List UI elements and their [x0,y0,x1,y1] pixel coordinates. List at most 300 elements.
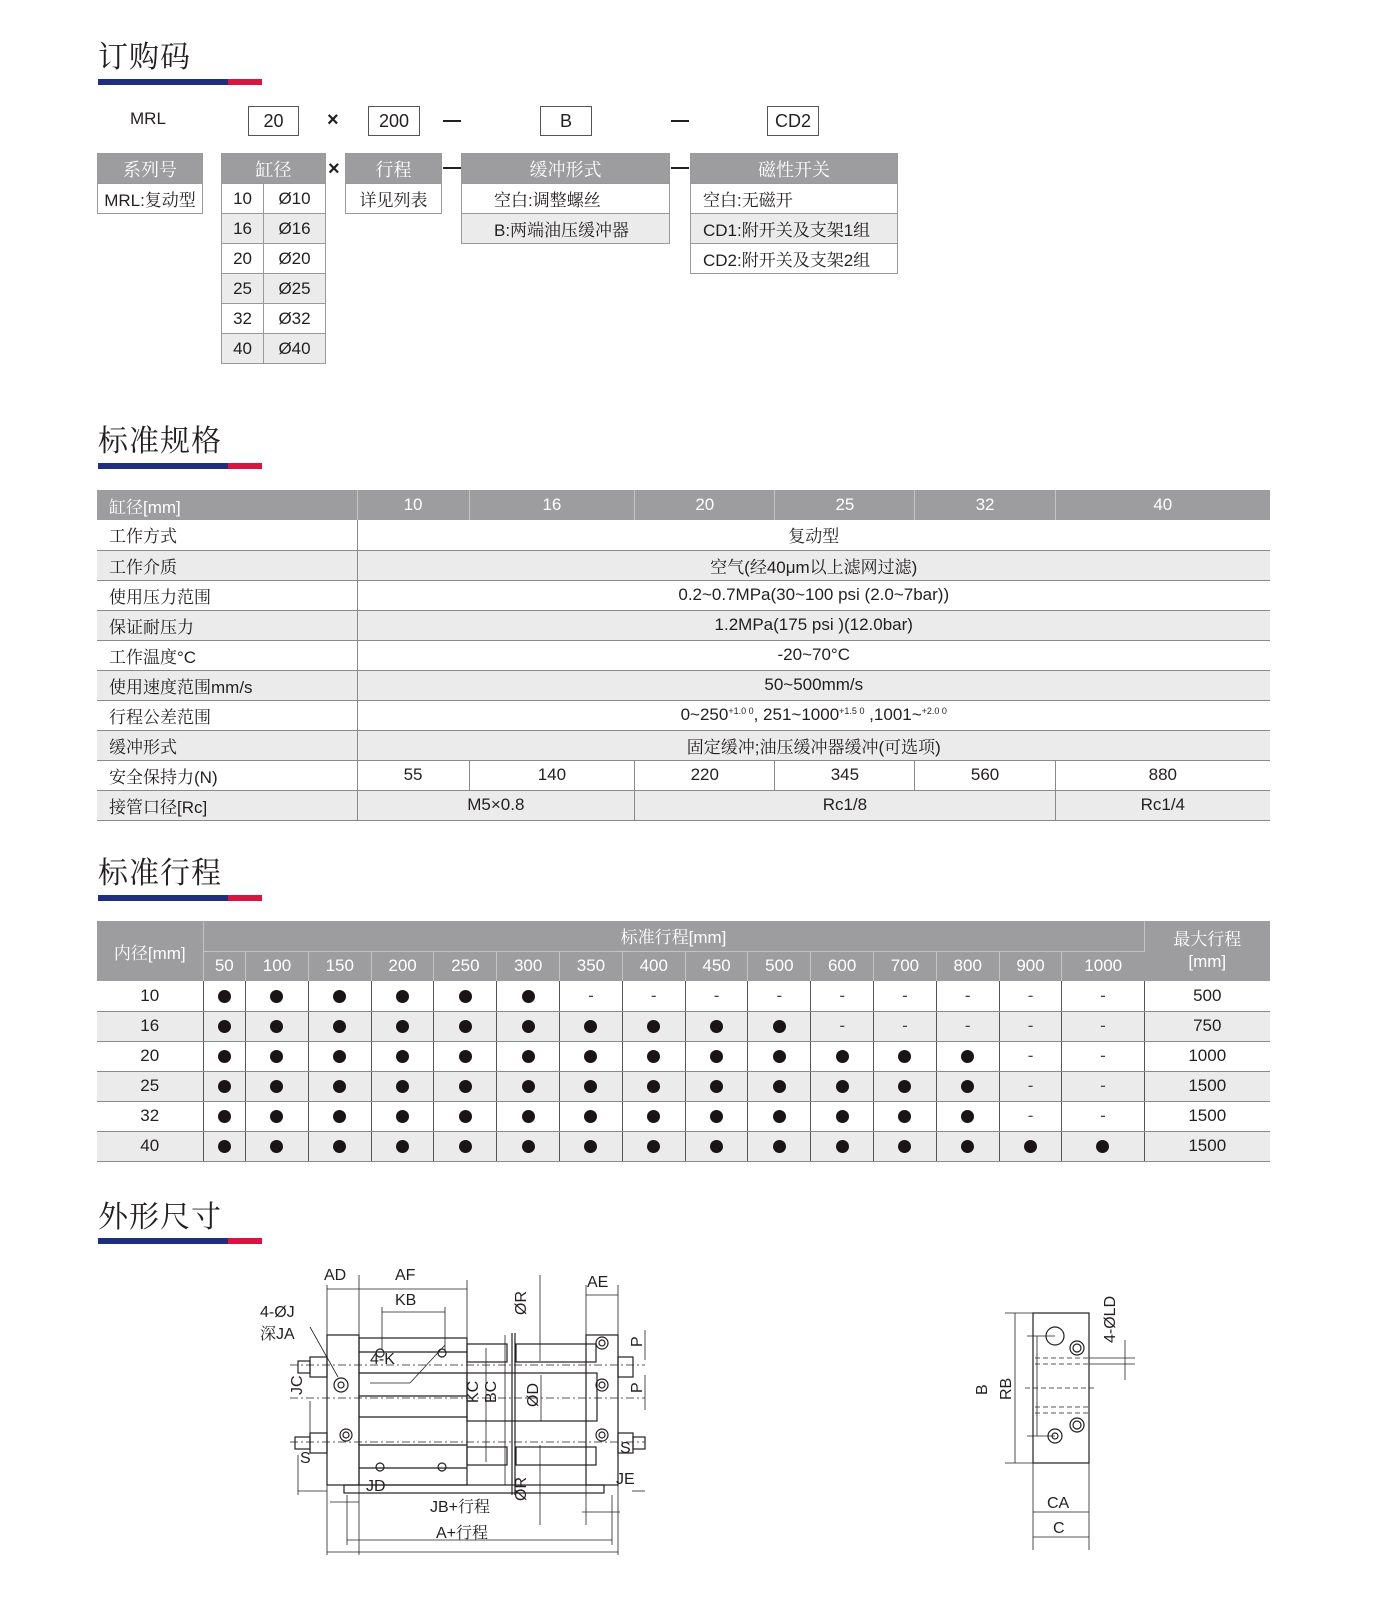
stroke-unavailable-cell [622,981,685,1011]
unavailable-dash: - [650,985,657,1005]
stroke-available-cell [999,1131,1062,1161]
spec-bore: 10 [357,490,469,520]
available-dot-icon [584,1080,597,1093]
stroke-column-header: 600 [811,951,874,981]
spec-bore: 16 [469,490,635,520]
holding-force-value: 880 [1055,760,1270,790]
available-dot-icon [773,1080,786,1093]
stroke-row [97,1041,1270,1071]
available-dot-icon [1096,1140,1109,1153]
stroke-available-cell [497,1101,560,1131]
stroke-column-header: 900 [999,951,1062,981]
spec-bore: 20 [635,490,775,520]
stroke-available-cell [246,981,309,1011]
stroke-available-cell [685,1131,748,1161]
spec-row-label: 安全保持力(N) [97,760,357,790]
unavailable-dash: - [1100,985,1106,1005]
title-underline [98,463,262,469]
available-dot-icon [710,1050,723,1063]
stroke-available-cell [203,1131,246,1161]
stroke-available-cell [308,1101,371,1131]
spec-row-value: -20~70°C [357,640,1270,670]
unavailable-dash: - [1100,1076,1106,1095]
tolerance-limits: +1.0 0 [728,706,754,716]
available-dot-icon [522,1050,535,1063]
stroke-available-cell [203,1071,246,1101]
port-value: M5×0.8 [357,790,635,820]
stroke-available-cell [203,1011,246,1041]
spec-row-value: 0.2~0.7MPa(30~100 psi (2.0~7bar)) [357,580,1270,610]
stroke-available-cell [497,1041,560,1071]
bore-header: 缸径 [222,154,326,184]
unavailable-dash: - [902,985,908,1005]
stroke-available-cell [622,1071,685,1101]
available-dot-icon [218,1140,231,1153]
section-title-standard-stroke: 标准行程 [98,857,222,890]
stroke-available-cell [748,1011,811,1041]
stroke-available-cell [622,1011,685,1041]
bore-dia: Ø16 [264,214,326,244]
dash-sign [671,167,689,169]
available-dot-icon [584,1020,597,1033]
spec-row-value: 1.2MPa(175 psi )(12.0bar) [357,610,1270,640]
dim-OD: ØD [525,1383,542,1407]
available-dot-icon [459,1140,472,1153]
title-underline [98,895,262,901]
stroke-available-cell [936,1071,999,1101]
unavailable-dash: - [964,985,971,1005]
spec-row-label: 行程公差范围 [97,700,357,730]
stroke-available-cell [371,981,434,1011]
stroke-available-cell [371,1101,434,1131]
unavailable-dash: - [1100,1016,1106,1035]
available-dot-icon [270,1020,283,1033]
stroke-available-cell [246,1131,309,1161]
stroke-available-cell [811,1071,874,1101]
stroke-row-max: 1500 [1144,1131,1270,1161]
unavailable-dash: - [839,1016,845,1035]
available-dot-icon [522,990,535,1003]
available-dot-icon [836,1110,849,1123]
stroke-group-header: 标准行程[mm] [203,921,1144,951]
available-dot-icon [522,1020,535,1033]
dim-JA: 深JA [260,1326,295,1343]
dim-OR-bottom: ØR [513,1477,530,1501]
holding-force-value: 220 [635,760,775,790]
available-dot-icon [584,1110,597,1123]
stroke-available-cell [748,1101,811,1131]
left-end-plate [327,1335,359,1485]
stroke-unavailable-cell [560,981,623,1011]
bore-code: 32 [222,304,264,334]
dim-LD: 4-ØLD [1102,1295,1119,1343]
stroke-available-cell [434,1131,497,1161]
code-series: MRL [130,109,166,128]
stroke-unavailable-cell [1062,1101,1144,1131]
series-header: 系列号 [98,154,203,184]
available-dot-icon [218,1050,231,1063]
stroke-unavailable-cell [1062,1041,1144,1071]
stroke-row-max: 500 [1144,981,1270,1011]
spec-row-label: 保证耐压力 [97,610,357,640]
dim-KC: KC [465,1380,482,1403]
unavailable-dash: - [1027,985,1034,1005]
dim-J: 4-ØJ [260,1304,295,1321]
stroke-available-cell [560,1131,623,1161]
available-dot-icon [396,1080,409,1093]
bore-dia: Ø10 [264,184,326,214]
separator: , [753,705,764,724]
stroke-available-cell [685,1011,748,1041]
stroke-unavailable-cell [874,981,937,1011]
switch-header: 磁性开关 [691,154,898,184]
separator: , [864,705,874,724]
stroke-code-table [345,153,442,214]
available-dot-icon [522,1110,535,1123]
stroke-unavailable-cell [1062,1011,1144,1041]
available-dot-icon [218,1080,231,1093]
front-view-drawing [250,1255,650,1555]
stroke-available-cell [936,1101,999,1131]
unavailable-dash: - [1027,1046,1034,1065]
stroke-row-max: 1500 [1144,1071,1270,1101]
section-title-dimensions: 外形尺寸 [98,1201,222,1234]
dim-AD: AD [324,1267,347,1284]
available-dot-icon [459,1080,472,1093]
cushion-item: B:两端油压缓冲器 [462,214,670,244]
bore-dia: Ø32 [264,304,326,334]
stroke-available-cell [434,1071,497,1101]
stroke-available-cell [308,1131,371,1161]
times-sign: × [327,109,339,131]
max-stroke-header-line2: [mm] [1188,952,1227,971]
bore-code: 20 [222,244,264,274]
dim-JB: JB+行程 [430,1499,491,1516]
stroke-row-bore: 25 [97,1071,203,1101]
available-dot-icon [773,1020,786,1033]
available-dot-icon [647,1110,660,1123]
title-underline [98,1238,262,1244]
available-dot-icon [710,1140,723,1153]
stroke-available-cell [246,1041,309,1071]
series-item: MRL:复动型 [98,184,203,214]
stroke-column-header: 1000 [1062,951,1144,981]
available-dot-icon [396,1110,409,1123]
spec-row-label: 使用压力范围 [97,580,357,610]
bore-code: 25 [222,274,264,304]
stroke-available-cell [371,1041,434,1071]
stroke-row [97,1011,1270,1041]
stroke-available-cell [434,981,497,1011]
stroke-column-header: 150 [308,951,371,981]
bore-dia: Ø40 [264,334,326,364]
dim-S-right: S [620,1440,631,1457]
dim-P-top: P [629,1336,646,1347]
stroke-unavailable-cell [1062,981,1144,1011]
stroke-row-max: 1000 [1144,1041,1270,1071]
code-cushion-box: B [540,106,592,136]
stroke-unavailable-cell [1062,1071,1144,1101]
stroke-item: 详见列表 [346,184,442,214]
stroke-header: 行程 [346,154,442,184]
spec-row-label: 缓冲形式 [97,730,357,760]
spec-bore: 40 [1055,490,1270,520]
available-dot-icon [647,1020,660,1033]
available-dot-icon [710,1110,723,1123]
stroke-unavailable-cell [999,1041,1062,1071]
spec-bore: 25 [775,490,915,520]
stroke-available-cell [622,1101,685,1131]
spec-row-label: 工作温度°C [97,640,357,670]
available-dot-icon [270,1110,283,1123]
holding-force-value: 55 [357,760,469,790]
dash-sign [671,120,689,122]
series-table [97,153,203,214]
stroke-column-header: 50 [203,951,246,981]
spec-tolerance-value [357,700,1270,730]
stroke-row-bore: 10 [97,981,203,1011]
dim-A: A+行程 [436,1525,489,1542]
stroke-unavailable-cell [936,981,999,1011]
stroke-available-cell [811,1131,874,1161]
stroke-available-cell [497,1011,560,1041]
unavailable-dash: - [1100,1106,1106,1125]
stroke-table [97,921,1270,1162]
unavailable-dash: - [1027,1016,1034,1035]
dash-sign [443,120,461,122]
dim-K: 4-K [370,1351,395,1368]
unavailable-dash: - [902,1016,908,1035]
spec-row-label: 接管口径[Rc] [97,790,357,820]
max-stroke-header [1144,921,1270,981]
stroke-available-cell [936,1131,999,1161]
stroke-column-header: 800 [936,951,999,981]
available-dot-icon [218,990,231,1003]
stroke-available-cell [371,1131,434,1161]
unavailable-dash: - [713,985,720,1005]
stroke-available-cell [560,1101,623,1131]
stroke-available-cell [560,1011,623,1041]
dash-sign [443,167,461,169]
dim-S-left: S [300,1450,311,1467]
stroke-unavailable-cell [999,1011,1062,1041]
cushion-item: 空白:调整螺丝 [462,184,670,214]
stroke-column-header: 100 [246,951,309,981]
stroke-unavailable-cell [999,1101,1062,1131]
unavailable-dash: - [776,985,783,1005]
switch-item: 空白:无磁开 [691,184,898,214]
available-dot-icon [710,1020,723,1033]
spec-row-value: 固定缓冲;油压缓冲器缓冲(可选项) [357,730,1270,760]
available-dot-icon [522,1080,535,1093]
spec-row-value: 50~500mm/s [357,670,1270,700]
available-dot-icon [898,1110,911,1123]
stroke-available-cell [434,1011,497,1041]
stroke-row [97,1071,1270,1101]
available-dot-icon [773,1050,786,1063]
stroke-row [97,981,1270,1011]
stroke-available-cell [936,1041,999,1071]
available-dot-icon [396,1020,409,1033]
available-dot-icon [773,1140,786,1153]
stroke-available-cell [203,1101,246,1131]
dim-B: B [974,1384,991,1395]
available-dot-icon [333,1110,346,1123]
available-dot-icon [396,1050,409,1063]
stroke-unavailable-cell [874,1011,937,1041]
available-dot-icon [584,1050,597,1063]
spec-row-label: 工作介质 [97,550,357,580]
dim-BC: BC [483,1380,500,1403]
stroke-row-max: 1500 [1144,1101,1270,1131]
available-dot-icon [459,1020,472,1033]
stroke-row-bore: 32 [97,1101,203,1131]
dim-AE: AE [587,1274,609,1291]
stroke-column-header: 700 [874,951,937,981]
dim-CA: CA [1047,1495,1070,1512]
stroke-available-cell [497,1071,560,1101]
available-dot-icon [270,1050,283,1063]
stroke-available-cell [308,981,371,1011]
stroke-column-header: 400 [622,951,685,981]
code-switch-box: CD2 [767,106,819,136]
dim-KB: KB [395,1292,417,1309]
available-dot-icon [961,1050,974,1063]
stroke-available-cell [622,1131,685,1161]
stroke-available-cell [246,1011,309,1041]
right-end-plate [586,1335,618,1485]
tolerance-range: 1001~ [873,705,922,724]
stroke-column-header: 250 [434,951,497,981]
port-value: Rc1/4 [1055,790,1270,820]
dim-C: C [1053,1520,1065,1537]
stroke-row-max: 750 [1144,1011,1270,1041]
available-dot-icon [270,1140,283,1153]
available-dot-icon [218,1110,231,1123]
available-dot-icon [961,1140,974,1153]
spec-table [97,490,1270,821]
bore-dia: Ø25 [264,274,326,304]
dim-RB: RB [998,1377,1015,1400]
title-underline [98,79,262,85]
stroke-unavailable-cell [685,981,748,1011]
max-stroke-header-line1: 最大行程 [1173,930,1242,949]
stroke-unavailable-cell [936,1011,999,1041]
stroke-row [97,1131,1270,1161]
bore-code: 40 [222,334,264,364]
available-dot-icon [836,1050,849,1063]
stroke-available-cell [874,1071,937,1101]
stroke-unavailable-cell [748,981,811,1011]
dim-P-mid: P [629,1382,646,1393]
spec-row-label: 工作方式 [97,520,357,550]
stroke-column-header: 500 [748,951,811,981]
stroke-available-cell [811,1041,874,1071]
section-title-order-code: 订购码 [98,41,191,74]
unavailable-dash: - [1100,1046,1106,1065]
available-dot-icon [333,1080,346,1093]
available-dot-icon [647,1050,660,1063]
available-dot-icon [270,1080,283,1093]
stroke-available-cell [203,981,246,1011]
stroke-available-cell [246,1071,309,1101]
stroke-available-cell [811,1101,874,1131]
available-dot-icon [647,1140,660,1153]
stroke-available-cell [308,1041,371,1071]
available-dot-icon [898,1140,911,1153]
stroke-available-cell [560,1041,623,1071]
available-dot-icon [459,1050,472,1063]
bore-table [221,153,326,364]
available-dot-icon [333,990,346,1003]
stroke-available-cell [203,1041,246,1071]
spec-header-label: 缸径[mm] [97,490,357,520]
unavailable-dash: - [1027,1076,1034,1095]
available-dot-icon [333,1020,346,1033]
stroke-available-cell [874,1101,937,1131]
available-dot-icon [961,1080,974,1093]
stroke-column-header: 350 [560,951,623,981]
available-dot-icon [333,1140,346,1153]
dim-OR-top: ØR [513,1291,530,1315]
bore-code: 16 [222,214,264,244]
available-dot-icon [898,1080,911,1093]
available-dot-icon [522,1140,535,1153]
stroke-available-cell [748,1041,811,1071]
dim-JD: JD [366,1478,386,1495]
available-dot-icon [1024,1140,1037,1153]
stroke-column-header: 300 [497,951,560,981]
stroke-row-bore: 20 [97,1041,203,1071]
stroke-unavailable-cell [811,981,874,1011]
holding-force-value: 560 [915,760,1055,790]
stroke-unavailable-cell [999,981,1062,1011]
times-sign: × [328,158,340,180]
switch-item: CD1:附开关及支架1组 [691,214,898,244]
stroke-available-cell [497,1131,560,1161]
port-value: Rc1/8 [635,790,1055,820]
spec-row-value: 空气(经40μm以上滤网过滤) [357,550,1270,580]
stroke-available-cell [685,1071,748,1101]
stroke-available-cell [874,1131,937,1161]
stroke-available-cell [497,981,560,1011]
unavailable-dash: - [839,985,845,1005]
stroke-available-cell [246,1101,309,1131]
tolerance-range: 251~1000 [763,705,840,724]
code-stroke-box: 200 [368,106,420,136]
stroke-available-cell [308,1011,371,1041]
tolerance-limits: +1.5 0 [839,706,865,716]
section-title-standard-spec: 标准规格 [98,425,222,458]
spec-bore: 32 [915,490,1055,520]
tolerance-limits: +2.0 0 [921,706,947,716]
available-dot-icon [218,1020,231,1033]
cushion-table [461,153,670,244]
available-dot-icon [647,1080,660,1093]
stroke-available-cell [371,1011,434,1041]
cushion-header: 缓冲形式 [462,154,670,184]
stroke-available-cell [434,1041,497,1071]
spec-row-label: 使用速度范围mm/s [97,670,357,700]
stroke-column-header: 450 [685,951,748,981]
stroke-row-bore: 16 [97,1011,203,1041]
switch-item: CD2:附开关及支架2组 [691,244,898,274]
available-dot-icon [584,1140,597,1153]
available-dot-icon [333,1050,346,1063]
code-bore-box: 20 [248,106,299,136]
available-dot-icon [459,1110,472,1123]
unavailable-dash: - [1027,1106,1034,1125]
